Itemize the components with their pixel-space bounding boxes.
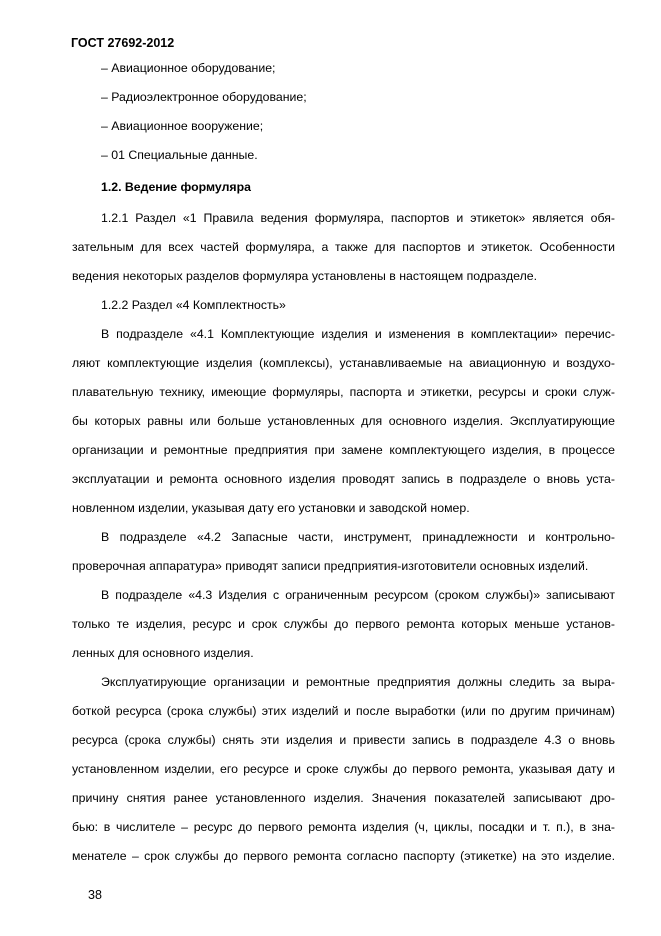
paragraph-line: только те изделия, ресурс и срок службы до первого ремонта которых меньше установ- <box>72 617 615 631</box>
paragraph-line: бы которых равны или больше установленных для основного изделия. Эксплуатирующие <box>72 414 615 428</box>
section-heading: 1.2. Ведение формуляра <box>101 180 251 194</box>
paragraph-line: ляют комплектующие изделия (комплексы), устанавливаемые на авиационную и воздухо- <box>72 356 615 370</box>
paragraph-line: плавательную технику, имеющие формуляры, паспорта и этикетки, ресурсы и сроки служ- <box>72 385 615 399</box>
paragraph-line: зательным для всех частей формуляра, а также для паспортов и этикеток. Особенности <box>72 240 615 254</box>
paragraph-line: менателе – срок службы до первого ремонта согласно паспорту (этикетке) на это изделие. <box>72 849 615 863</box>
paragraph-line: В подразделе «4.1 Комплектующие изделия и изменения в комплектации» перечис- <box>101 327 615 341</box>
paragraph-line: боткой ресурса (срока службы) этих изделий и после выработки (или по другим причинам) <box>72 704 615 718</box>
paragraph-line: новленном изделии, указывая дату его установки и заводской номер. <box>72 501 470 515</box>
paragraph-line: организации и ремонтные предприятия при замене комплектующего изделия, в процессе <box>72 443 615 457</box>
list-item: – 01 Специальные данные. <box>101 148 258 162</box>
page-number: 38 <box>88 888 102 902</box>
paragraph-line: Эксплуатирующие организации и ремонтные предприятия должны следить за выра- <box>101 675 615 689</box>
list-item: – Радиоэлектронное оборудование; <box>101 90 307 104</box>
paragraph-line: В подразделе «4.3 Изделия с ограниченным ресурсом (сроком службы)» записывают <box>101 588 615 602</box>
paragraph-line: ленных для основного изделия. <box>72 646 254 660</box>
paragraph-line: проверочная аппаратура» приводят записи предприятия-изготовители основных изделий. <box>72 559 589 573</box>
paragraph-line: эксплуатации и ремонта основного изделия проводят запись в подразделе о вновь уста- <box>72 472 615 486</box>
paragraph-line: 1.2.2 Раздел «4 Комплектность» <box>101 298 286 312</box>
paragraph-line: установленном изделии, его ресурсе и сроке службы до первого ремонта, указывая дату и <box>72 762 615 776</box>
list-item: – Авиационное вооружение; <box>101 119 264 133</box>
paragraph-line: причину снятия ранее установленного изделия. Значения показателей записывают дро- <box>72 791 615 805</box>
paragraph-line: В подразделе «4.2 Запасные части, инструмент, принадлежности и контрольно- <box>101 530 615 544</box>
paragraph-line: ведения некоторых разделов формуляра установлены в настоящем подразделе. <box>72 269 537 283</box>
paragraph-line: ресурса (срока службы) снять эти изделия и привести запись в подразделе 4.3 о вновь <box>72 733 615 747</box>
standard-header: ГОСТ 27692-2012 <box>71 36 175 50</box>
paragraph-line: 1.2.1 Раздел «1 Правила ведения формуляра, паспортов и этикеток» является обя- <box>101 211 615 225</box>
list-item: – Авиационное оборудование; <box>101 61 276 75</box>
paragraph-line: бью: в числителе – ресурс до первого ремонта изделия (ч, циклы, посадки и т. п.), в зна- <box>72 820 615 834</box>
